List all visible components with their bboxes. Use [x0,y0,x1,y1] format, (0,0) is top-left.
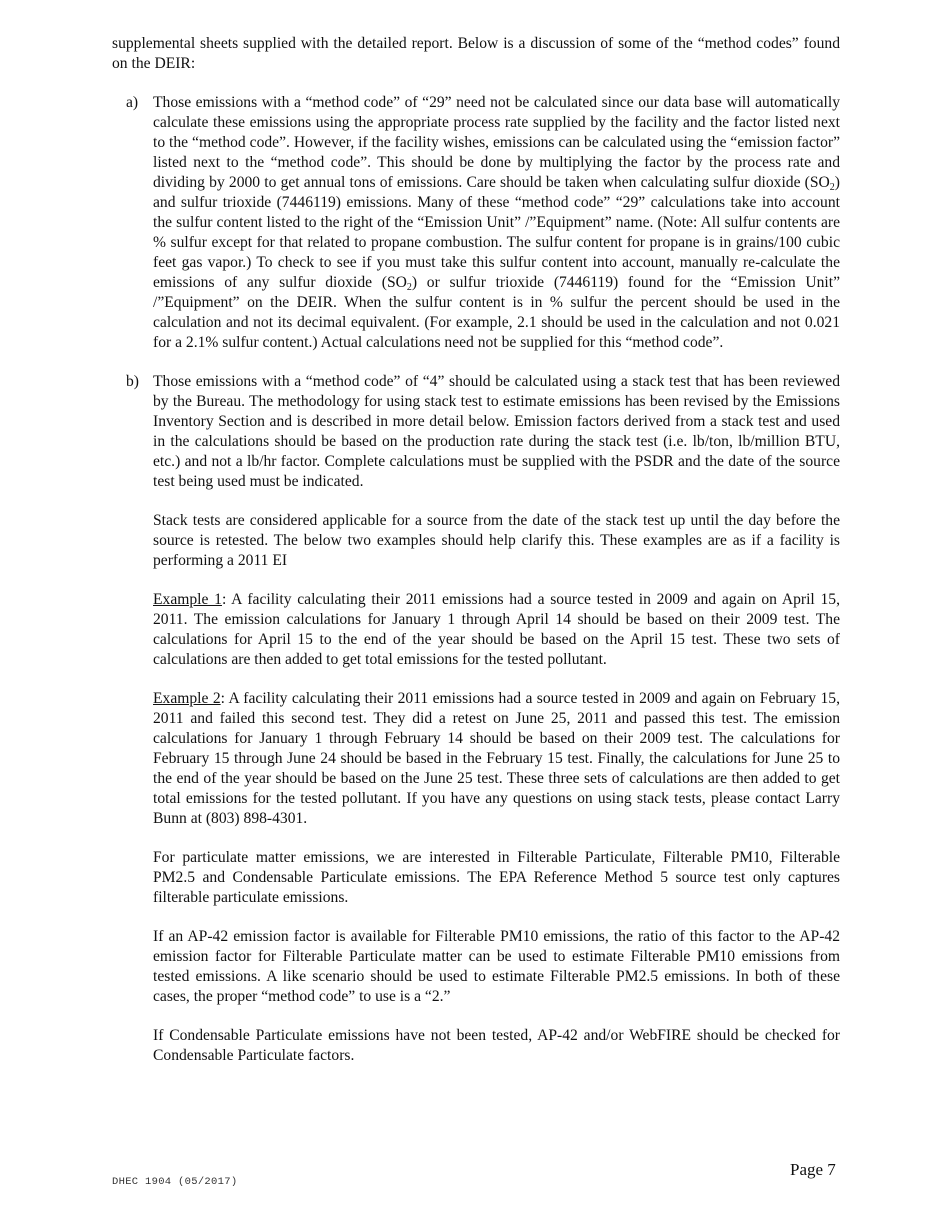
particulate-paragraph: For particulate matter emissions, we are interested in Filterable Particulate, Filterable PM10, Filterable PM2.5 and Condensable Particulate emissions. The EPA Reference Method 5 source test only captures filterable particulate emissions. [153,849,840,906]
page-number: Page 7 [790,1160,836,1179]
example-2-paragraph: Example 2: A facility calculating their 2011 emissions had a source tested in 2009 and again on February 15, 2011 and failed this second test. They did a retest on June 25, 2011 and passed this test. The emission calculations for January 1 through February 14 should be based on their 2009 test. The calculations for February 15 through June 24 should be based in the February 15 test. Finally, the calculations for June 25 to the end of the year should be based on the June 25 test. These three sets of calculations are then added to get total emissions for the tested pollutant. If you have any questions on using stack tests, please contact Larry Bunn at (803) 898-4301. [153,690,840,827]
example-2-label: Example 2 [153,690,221,707]
list-item-b [112,372,840,492]
condensable-paragraph: If Condensable Particulate emissions have not been tested, AP-42 and/or WebFIRE should be checked for Condensable Particulate factors. [153,1027,840,1064]
list-item-a-label: a) [126,94,139,111]
example-1-label: Example 1 [153,591,222,608]
document-body [112,34,840,1085]
list-item-a [112,93,840,353]
example-1-paragraph: Example 1: A facility calculating their 2011 emissions had a source tested in 2009 and again on April 15, 2011. The emission calculations for January 1 through April 14 should be based on their 2009 test. The calculations for April 15 to the end of the year should be based on the April 15 test. These two sets of calculations are then added to get total emissions for the tested pollutant. [153,591,840,668]
intro-paragraph: supplemental sheets supplied with the detailed report. Below is a discussion of some of the “method codes” found on the DEIR: [112,35,840,72]
list-item-b-text: Those emissions with a “method code” of “4” should be calculated using a stack test that has been reviewed by the Bureau. The methodology for using stack test to estimate emissions has been revised by the Emissions Inventory Section and is described in more detail below. Emission factors derived from a stack test and used in the calculations should be based on the production rate during the stack test (i.e. lb/ton, lb/million BTU, etc.) and not a lb/hr factor. Complete calculations must be supplied with the PSDR and the date of the source test being used must be indicated. [153,373,840,490]
stack-test-paragraph: Stack tests are considered applicable for a source from the date of the stack test up until the day before the source is retested. The below two examples should help clarify this. These examples are as if a facility is performing a 2011 EI [153,512,840,569]
ap42-paragraph: If an AP-42 emission factor is available for Filterable PM10 emissions, the ratio of this factor to the AP-42 emission factor for Filterable Particulate matter can be used to estimate Filterable PM10 emissions from tested emissions. A like scenario should be used to estimate Filterable PM2.5 emissions. In both of these cases, the proper “method code” to use is a “2.” [153,928,840,1005]
list-item-a-text: Those emissions with a “method code” of “29” need not be calculated since our data base will automatically calculate these emissions using the appropriate process rate supplied by the facility and the factor listed next to the “method code”. However, if the facility wishes, emissions can be calculated using the “emission factor” listed next to the “method code”. This should be done by multiplying the factor by the process rate and dividing by 2000 to get annual tons of emissions. Care should be taken when calculating sulfur dioxide $(SO_2)$ and sulfur trioxide (7446119) emissions. Many of these “method code” “29” calculations take into account the sulfur content listed to the right of the “Emission Unit” /”Equipment” name. (Note: All sulfur contents are % sulfur except for that related to propane combustion. The sulfur content for propane is in grains/100 cubic feet gas vapor.) To check to see if you must take this sulfur content into account, manually re-calculate the emissions of any sulfur dioxide $(SO_2)$ or sulfur trioxide (7446119) found for the “Emission Unit” /”Equipment” on the DEIR. When the sulfur content is in % sulfur the percent should be used in the calculation and not its decimal equivalent. (For example, 2.1 should be used in the calculation and not 0.021 for a 2.1% sulfur content.) Actual calculations need not be supplied for this “method code”. [153,94,841,351]
form-number: DHEC 1904 (05/2017) [112,1176,238,1188]
list-item-b-label: b) [126,373,139,390]
